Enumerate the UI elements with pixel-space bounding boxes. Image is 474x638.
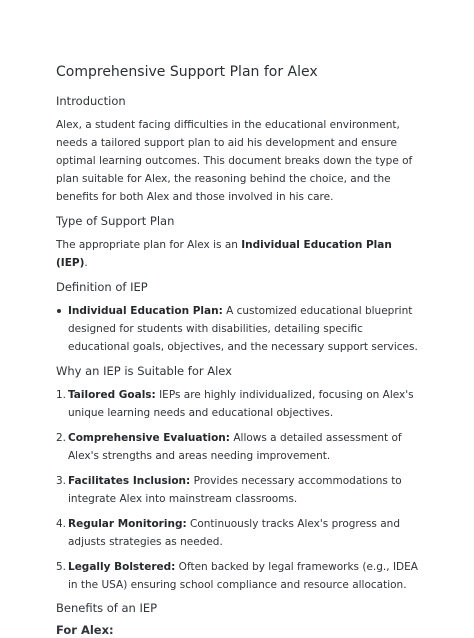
reason-text: IEPs are highly individualized, focusing on Alex's unique learning needs and educational objectives.: [68, 389, 414, 419]
reason-item: [56, 386, 418, 422]
type-of-plan-paragraph: [56, 236, 418, 272]
reason-text: Allows a detailed assessment of Alex's strengths and areas needing improvement.: [68, 432, 402, 462]
reason-term: Facilitates Inclusion:: [68, 475, 191, 487]
reason-item: [56, 429, 418, 465]
definition-term: Individual Education Plan:: [68, 305, 223, 317]
reason-text: Often backed by legal frameworks (e.g., IDEA in the USA) ensuring school compliance and resource allocation.: [68, 561, 418, 591]
reason-number: 3.: [56, 475, 67, 487]
benefits-subheading: [56, 623, 418, 638]
introduction-heading: Introduction: [56, 94, 126, 108]
reason-number: 2.: [56, 432, 67, 444]
reason-item: [56, 558, 418, 594]
reason-term: Legally Bolstered:: [68, 561, 176, 573]
benefits-subheading-text: For Alex:: [56, 623, 114, 637]
reason-item: [56, 515, 418, 551]
benefits-heading: Benefits of an IEP: [56, 601, 158, 615]
type-of-plan-name: Individual Education Plan (IEP): [56, 239, 392, 269]
why-suitable-list: [56, 386, 418, 594]
reason-term: Comprehensive Evaluation:: [68, 432, 230, 444]
definition-list: [56, 302, 418, 356]
introduction-paragraph: Alex, a student facing difficulties in the educational environment, needs a tailored support plan to aid his development and ensure optimal learning outcomes. This document breaks down the type of plan suitable for Alex, the reasoning behind the choice, and the benefits for both Alex and those involved in his care.: [56, 119, 413, 203]
definition-heading: Definition of IEP: [56, 280, 148, 294]
reason-number: 4.: [56, 518, 67, 530]
type-of-plan-prefix: The appropriate plan for Alex is an: [56, 239, 242, 251]
reason-item: [56, 472, 418, 508]
reason-number: 1.: [56, 389, 67, 401]
reason-number: 5.: [56, 561, 67, 573]
reason-text: Continuously tracks Alex's progress and adjusts strategies as needed.: [68, 518, 400, 548]
reason-term: Tailored Goals:: [68, 389, 156, 401]
document-title: Comprehensive Support Plan for Alex: [56, 64, 318, 80]
type-of-plan-suffix: .: [84, 257, 88, 269]
definition-item: [56, 302, 418, 356]
reason-text: Provides necessary accommodations to integrate Alex into mainstream classrooms.: [68, 475, 402, 505]
definition-text: A customized educational blueprint designed for students with disabilities, detailing specific educational goals, objectives, and the necessary support services.: [68, 305, 418, 353]
type-of-plan-heading: Type of Support Plan: [56, 214, 175, 228]
bullet-icon: [57, 309, 61, 313]
why-suitable-heading: Why an IEP is Suitable for Alex: [56, 364, 232, 378]
reason-term: Regular Monitoring:: [68, 518, 187, 530]
